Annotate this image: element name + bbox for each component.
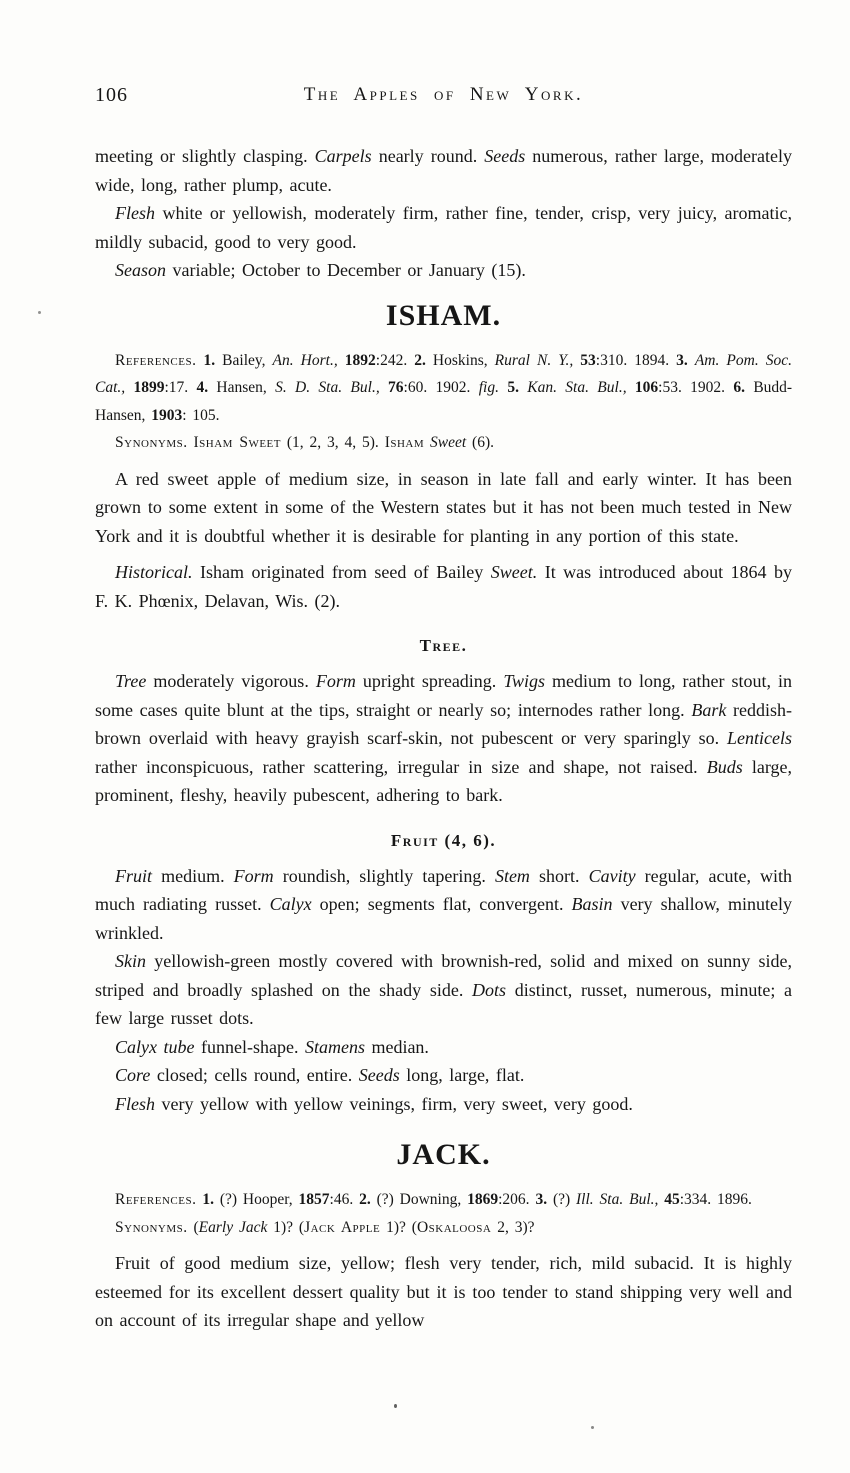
isham-historical: Historical. Isham originated from seed of Bailey Sweet. It was introduced about 1864 by F. K. Phœnix, Delavan, Wis. (2). [95,562,793,611]
tree-paragraph: Tree moderately vigorous. Form upright spreading. Twigs medium to long, rather stout, in some cases quite blunt at the tips, straight or nearly so; internodes rather long. Bark reddish-brown overlaid with heavy grayish scarf-skin, not pubescent or very sparingly so. Lenticels rather inconspicuous, rather scattering, irregular in size and shape, not raised. Buds large, prominent, fleshy, heavily pubescent, adhering to bark. [95,671,793,805]
season-paragraph: Season variable; October to December or January (15). [115,260,526,280]
scan-speck [394,1404,397,1408]
fruit-core-paragraph: Core closed; cells round, entire. Seeds long, large, flat. [115,1065,525,1085]
scan-speck [591,1426,594,1429]
fruit-skin-paragraph: Skin yellowish-green mostly covered with brownish-red, solid and mixed on sunny side, striped and broadly splashed on the shady side. Dots distinct, russet, numerous, minute; a few large russet dots. [95,951,793,1028]
page-number: 106 [95,84,128,106]
flesh-paragraph: Flesh white or yellowish, moderately firm, rather fine, tender, crisp, very juicy, aromatic, mildly subacid, good to very good. [95,203,792,252]
jack-description: Fruit of good medium size, yellow; flesh very tender, rich, mild subacid. It is highly esteemed for its excellent dessert quality but it is too tender to stand shipping very well and on account of its irregular shape and yellow [95,1253,792,1330]
fruit-section-heading: Fruit (4, 6). [390,830,497,850]
scan-speck [38,311,41,314]
page-header [95,84,792,112]
jack-synonyms: Synonyms. (Early Jack 1)? (Jack Apple 1)? (Oskaloosa 2, 3)? [115,1218,535,1236]
jack-references: References. 1. (?) Hooper, 1857:46. 2. (?) Downing, 1869:206. 3. (?) Ill. Sta. Bul., 45:334. 1896. [115,1191,752,1208]
fruit-form-paragraph: Fruit medium. Form roundish, slightly tapering. Stem short. Cavity regular, acute, with much radiating russet. Calyx open; segments flat, convergent. Basin very shallow, minutely wrinkled. [95,865,793,943]
jack-heading: JACK. [396,1138,491,1171]
isham-heading: ISHAM. [385,298,502,332]
fruit-flesh-paragraph: Flesh very yellow with yellow veinings, firm, very sweet, very good. [115,1093,633,1114]
isham-references: References. 1. Bailey, An. Hort., 1892:242. 2. Hoskins, Rural N. Y., 53:310. 1894. 3. Am. Pom. Soc. Cat., 1899:17. 4. Hansen, S. D. Sta. Bul., 76:60. 1902. fig. 5. Kan. Sta. Bul., 106:53. 1902. 6. Budd-Hansen, 1903: 105. [95,351,793,424]
fruit-calyx-tube-paragraph: Calyx tube funnel-shape. Stamens median. [115,1036,429,1057]
isham-synonyms: Synonyms. Isham Sweet (1, 2, 3, 4, 5). Isham Sweet (6). [115,434,494,451]
running-title: The Apples of New York. [303,84,584,105]
tree-section-heading: Tree. [419,636,468,655]
isham-description: A red sweet apple of medium size, in season in late fall and early winter. It has been grown to some extent in some of the Western states but it has not been much tested in New York and it is doubtful whether it is desirable for planting in any portion of this state. [95,468,792,546]
carryover-paragraph: meeting or slightly clasping. Carpels nearly round. Seeds numerous, rather large, moderately wide, long, rather plump, acute. [95,146,792,195]
